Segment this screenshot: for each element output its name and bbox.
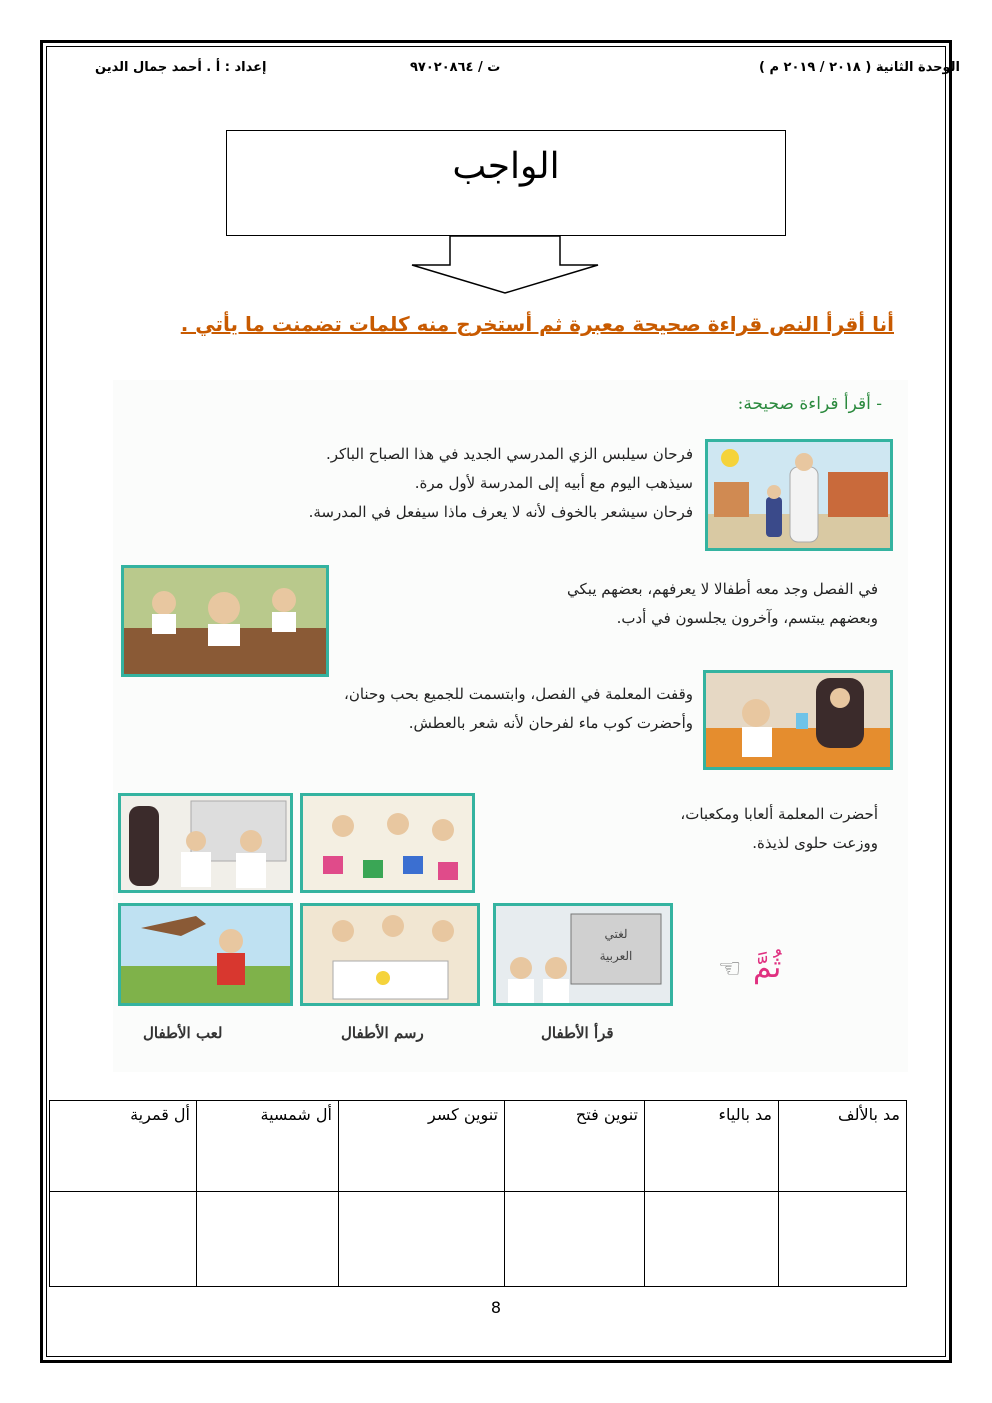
illustration-playing-plane: [118, 903, 293, 1006]
svg-text:لغتي: لغتي: [604, 927, 628, 941]
down-arrow-icon: [410, 235, 600, 295]
header-ya-madd: مد بالياء: [645, 1101, 779, 1192]
illustration-father-son: [705, 439, 893, 551]
illustration-toys-blocks: [300, 793, 475, 893]
caption-draw: رسم الأطفال: [341, 1024, 424, 1042]
reading-heading: - أقرأ قراءة صحيحة:: [737, 394, 882, 414]
page-title: الواجب: [452, 146, 560, 187]
illustration-reading-board: [493, 903, 673, 1006]
reading-passage: [113, 380, 908, 1072]
answer-cell[interactable]: [50, 1192, 197, 1287]
paragraph-1: فرحان سيلبس الزي المدرسي الجديد في هذا الصباح الباكر. سيذهب اليوم مع أبيه إلى المدرسة لأول مرة. فرحان سيشعر بالخوف لأنه لا يعرف ماذا سيفعل في المدرسة.: [308, 445, 693, 521]
instruction-text: أنا أقرأ النص قراءة صحيحة معبرة ثم أستخرج منه كلمات تضمنت ما يأتي .: [180, 312, 894, 336]
answer-cell[interactable]: [197, 1192, 339, 1287]
answer-cell[interactable]: [645, 1192, 779, 1287]
header-alif-madd: مد بالألف: [779, 1101, 907, 1192]
answer-cell[interactable]: [339, 1192, 505, 1287]
header-al-shamsiya: أل شمسية: [197, 1101, 339, 1192]
caption-read: قرأ الأطفال: [541, 1024, 614, 1042]
unit-label: الوحدة الثانية ( ٢٠١٨ / ٢٠١٩ م ): [758, 60, 960, 75]
answer-table: [49, 1100, 907, 1287]
then-word: ثُمَّ: [753, 950, 782, 985]
illustration-drawing: [300, 903, 480, 1006]
paragraph-3: وقفت المعلمة في الفصل، وابتسمت للجميع بحب وحنان، وأحضرت كوب ماء لفرحان لأنه شعر بالعطش.: [344, 685, 693, 732]
answer-cell[interactable]: [505, 1192, 645, 1287]
phone-label: ت / ٩٧٠٢٠٨٦٤: [410, 60, 501, 75]
svg-text:العربية: العربية: [599, 949, 633, 963]
paragraph-2: في الفصل وجد معه أطفالا لا يعرفهم، بعضهم يبكي وبعضهم يبتسم، وآخرون يجلسون في أدب.: [567, 580, 878, 627]
header-tanween-kasr: تنوين كسر: [339, 1101, 505, 1192]
page-number: 8: [490, 1298, 502, 1317]
paragraph-4: أحضرت المعلمة ألعابا ومكعبات، ووزعت حلوى لذيذة.: [680, 805, 878, 852]
author-label: إعداد : أ . أحمد جمال الدين: [95, 60, 267, 75]
illustration-classroom-children: [121, 565, 329, 677]
header-tanween-fath: تنوين فتح: [505, 1101, 645, 1192]
answer-cell[interactable]: [779, 1192, 907, 1287]
illustration-teacher-water: [703, 670, 893, 770]
illustration-teacher-kids: [118, 793, 293, 893]
pointing-hand-icon: ☜: [718, 954, 742, 984]
header-al-qamariya: أل قمرية: [50, 1101, 197, 1192]
caption-play: لعب الأطفال: [143, 1024, 223, 1042]
